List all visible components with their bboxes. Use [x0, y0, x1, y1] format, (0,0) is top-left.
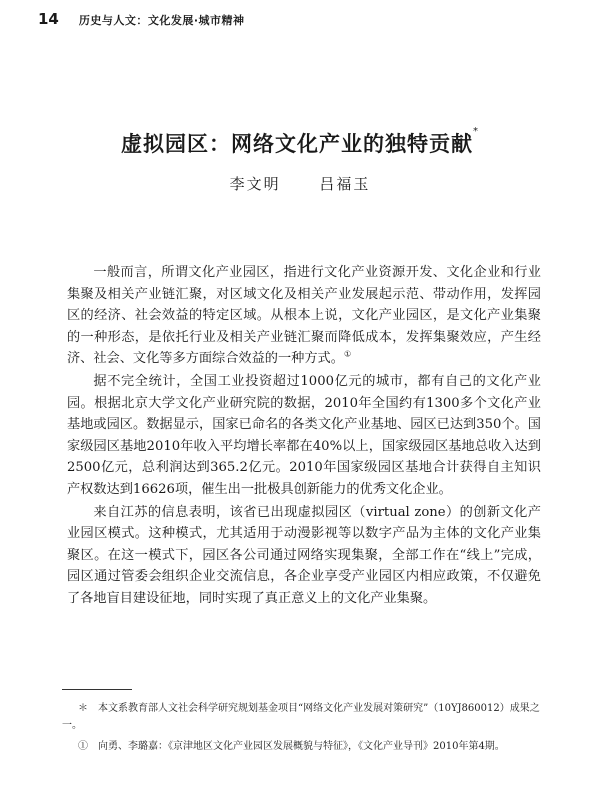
- author-name: 吕福玉: [319, 175, 371, 193]
- title-footnote-mark: *: [473, 126, 479, 137]
- article-title: [0, 128, 600, 158]
- footnote: ① 向勇、李璐嘉：《京津地区文化产业园区发展概貌与特征》，《文化产业导刊》2010年第4期。: [78, 741, 505, 752]
- running-head: 历史与人文：文化发展·城市精神: [78, 14, 245, 27]
- page-number: 14: [38, 10, 59, 28]
- footnote: ＊ 本文系教育部人文社会科学研究规划基金项目“网络文化产业发展对策研究”（10YJ860012）成果之一。: [62, 703, 540, 731]
- footnote-divider: [62, 689, 132, 690]
- paragraph-text: 一般而言，所谓文化产业园区，指进行文化产业资源开发、文化企业和行业集聚及相关产业链汇聚，对区域文化及相关产业发展起示范、带动作用，发挥园区的经济、社会效益的特定区域。从根本上说，文化产业园区，是文化产业集聚的一种形态，是依托行业及相关产业链汇聚而降低成本，发挥集聚效应，产生经济、社会、文化等多方面综合效益的一种方式。: [67, 265, 541, 367]
- footnotes: [62, 700, 544, 759]
- body-paragraph: [67, 502, 541, 610]
- paragraph-text: 据不完全统计，全国工业投资超过1000亿元的城市，都有自己的文化产业园。根据北京大学文化产业研究院的数据，2010年全国约有1300多个文化产业基地或园区。数据显示，国家已命名的各类文化产业基地、园区已达到350个。国家级园区基地2010年收入平均增长率都在40%以上，国家级园区基地总收入达到2500亿元，总利润达到365.2亿元。2010年国家级园区基地合计获得自主知识产权数达到16626项，催生出一批极具创新能力的优秀文化企业。: [67, 373, 541, 497]
- article-body: [67, 262, 541, 611]
- body-paragraph: [67, 262, 541, 370]
- author-name: 李文明: [229, 175, 281, 193]
- article-title-text: 虚拟园区：网络文化产业的独特贡献: [121, 132, 473, 156]
- footnote-ref: ①: [343, 349, 352, 359]
- paragraph-text: 来自江苏的信息表明，该省已出现虚拟园区（virtual zone）的创新文化产业园区模式。这种模式，尤其适用于动漫影视等以数字产品为主体的文化产业集聚区。在这一模式下，园区各公司通过网络实现集聚，全部工作在“线上”完成，园区通过管委会组织企业交流信息，各企业享受产业园区内相应政策，不仅避免了各地盲目建设征地，同时实现了真正意义上的文化产业集聚。: [67, 504, 541, 606]
- body-paragraph: [67, 371, 541, 501]
- page-header: [38, 10, 578, 32]
- article-authors: [0, 173, 600, 194]
